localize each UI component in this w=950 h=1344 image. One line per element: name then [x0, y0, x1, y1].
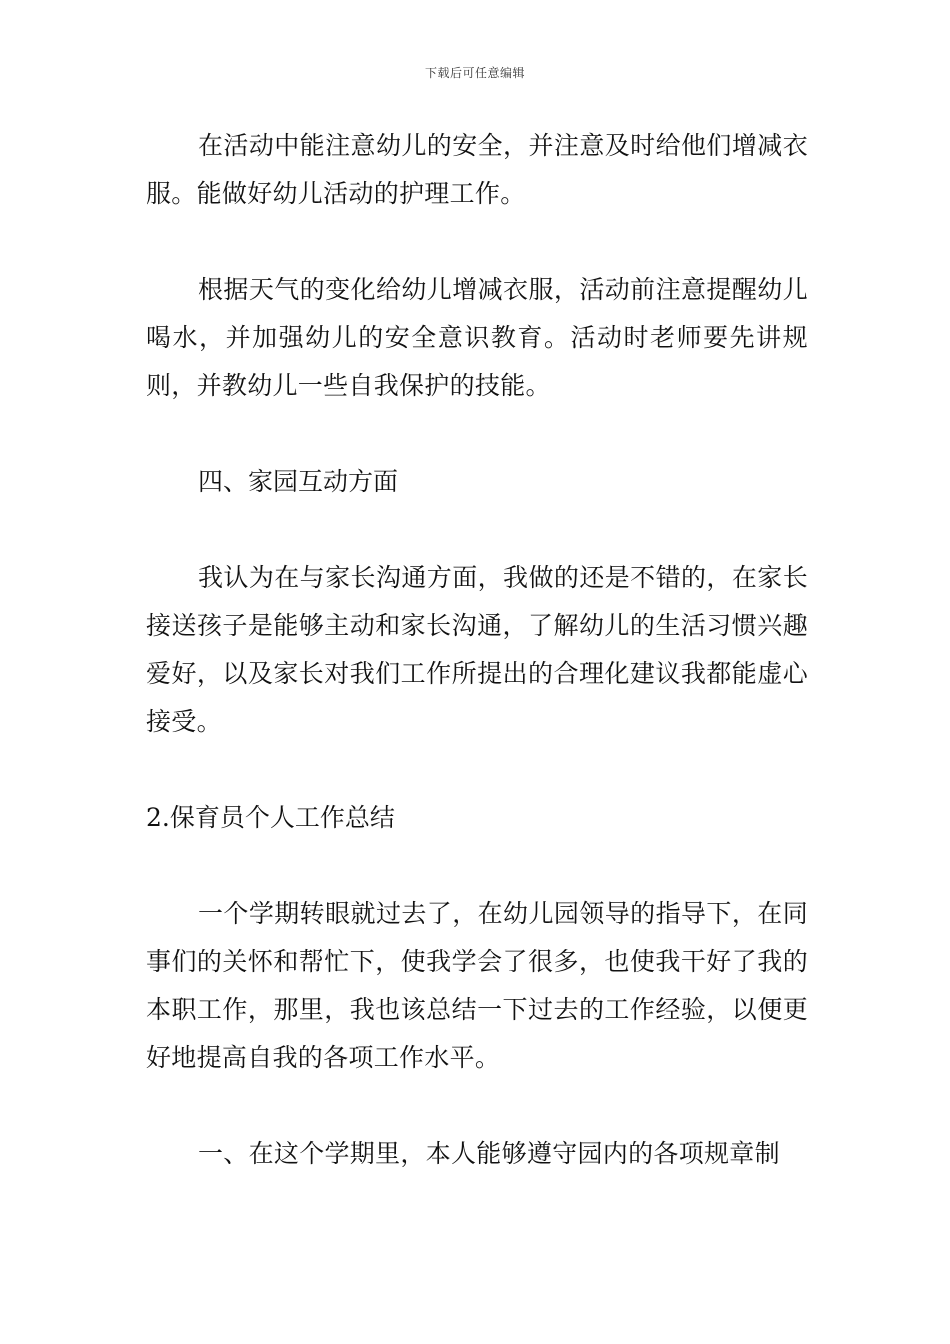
paragraph-rules-compliance: 一、在这个学期里，本人能够遵守园内的各项规章制 [198, 1139, 780, 1168]
document-body [146, 122, 808, 1178]
paragraph-semester-review: 一个学期转眼就过去了，在幼儿园领导的指导下，在同事们的关怀和帮忙下，使我学会了很多，也使我干好了我的本职工作，那里，我也该总结一下过去的工作经验，以便更好地提高自我的各项工作水平。 [146, 899, 808, 1072]
paragraph-gap [146, 746, 808, 794]
paragraph-gap [146, 506, 808, 554]
page-header: 下载后可任意编辑 [424, 66, 525, 80]
paragraph-weather-clothing: 根据天气的变化给幼儿增减衣服，活动前注意提醒幼儿喝水，并加强幼儿的安全意识教育。活动时老师要先讲规则，并教幼儿一些自我保护的技能。 [146, 275, 808, 400]
paragraph-gap [146, 410, 808, 458]
paragraph-gap [146, 842, 808, 890]
paragraph-parent-communication: 我认为在与家长沟通方面，我做的还是不错的，在家长接送孩子是能够主动和家长沟通，了解幼儿的生活习惯兴趣爱好，以及家长对我们工作所提出的合理化建议我都能虚心接受。 [146, 563, 808, 736]
section-heading-home-school: 四、家园互动方面 [198, 467, 399, 496]
title-caregiver-summary: 2.保育员个人工作总结 [146, 803, 395, 832]
paragraph-gap [146, 1082, 808, 1130]
paragraph-gap [146, 218, 808, 266]
paragraph-activity-safety: 在活动中能注意幼儿的安全，并注意及时给他们增减衣服。能做好幼儿活动的护理工作。 [146, 131, 808, 208]
